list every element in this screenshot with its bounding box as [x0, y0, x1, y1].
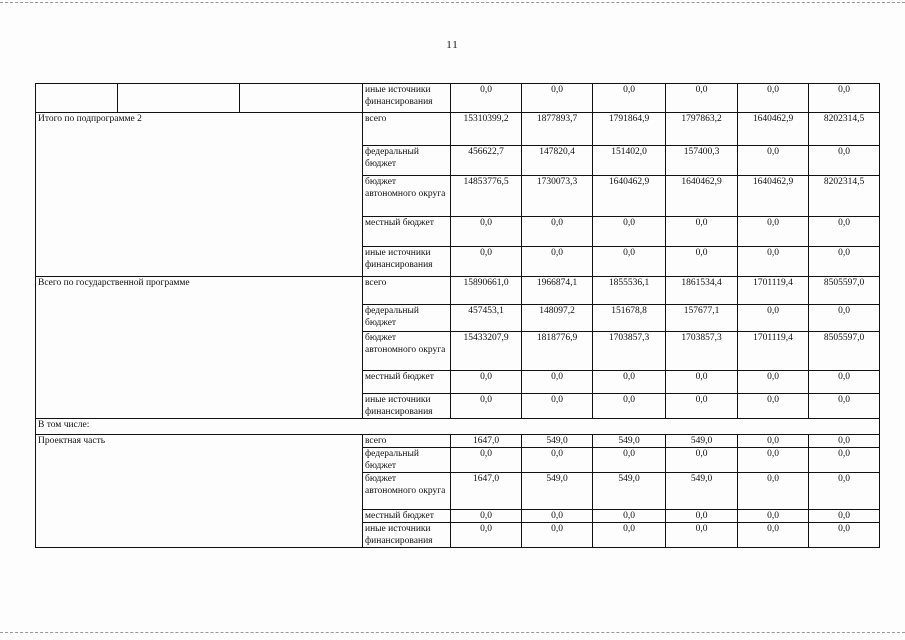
- funding-source: бюджет автономного округа: [363, 473, 451, 510]
- value-cell: 0,0: [809, 84, 880, 113]
- funding-source: иные источники финансирования: [363, 394, 451, 419]
- value-cell: 0,0: [522, 394, 593, 419]
- value-cell: 8202314,5: [809, 113, 880, 146]
- value-cell: 0,0: [809, 146, 880, 176]
- value-cell: 0,0: [809, 510, 880, 523]
- value-cell: 15890661,0: [451, 277, 522, 305]
- table-row: [36, 84, 880, 113]
- value-cell: 0,0: [809, 473, 880, 510]
- funding-source: иные источники финансирования: [363, 247, 451, 277]
- table-row: [36, 277, 880, 305]
- value-cell: 147820,4: [522, 146, 593, 176]
- funding-source: местный бюджет: [363, 371, 451, 394]
- value-cell: 0,0: [666, 84, 738, 113]
- page-number: 11: [446, 39, 459, 51]
- value-cell: 0,0: [522, 510, 593, 523]
- value-cell: 0,0: [451, 217, 522, 247]
- value-cell: 1640462,9: [666, 176, 738, 217]
- value-cell: 0,0: [809, 523, 880, 548]
- value-cell: 549,0: [522, 435, 593, 448]
- value-cell: 0,0: [451, 371, 522, 394]
- value-cell: 0,0: [738, 247, 809, 277]
- table-row: [36, 113, 880, 146]
- funding-source: федеральный бюджет: [363, 146, 451, 176]
- value-cell: 0,0: [809, 305, 880, 332]
- value-cell: 157677,1: [666, 305, 738, 332]
- value-cell: 549,0: [666, 435, 738, 448]
- funding-source: федеральный бюджет: [363, 448, 451, 473]
- budget-table: [35, 83, 880, 548]
- value-cell: 0,0: [593, 394, 666, 419]
- funding-source: местный бюджет: [363, 217, 451, 247]
- value-cell: 0,0: [593, 84, 666, 113]
- value-cell: 1877893,7: [522, 113, 593, 146]
- value-cell: 1966874,1: [522, 277, 593, 305]
- value-cell: 0,0: [666, 247, 738, 277]
- group-label: Итого по подпрограмме 2: [36, 113, 363, 277]
- value-cell: 151402,0: [593, 146, 666, 176]
- value-cell: 0,0: [738, 435, 809, 448]
- value-cell: 0,0: [593, 371, 666, 394]
- value-cell: 0,0: [666, 510, 738, 523]
- value-cell: 8505597,0: [809, 277, 880, 305]
- value-cell: 8202314,5: [809, 176, 880, 217]
- value-cell: 15433207,9: [451, 332, 522, 371]
- value-cell: 1818776,9: [522, 332, 593, 371]
- budget-table-container: [35, 83, 880, 548]
- funding-source: иные источники финансирования: [363, 84, 451, 113]
- value-cell: 1797863,2: [666, 113, 738, 146]
- funding-source: всего: [363, 435, 451, 448]
- value-cell: 0,0: [666, 448, 738, 473]
- value-cell: 457453,1: [451, 305, 522, 332]
- value-cell: 0,0: [451, 247, 522, 277]
- funding-source: всего: [363, 277, 451, 305]
- section-label: В том числе:: [36, 419, 880, 435]
- value-cell: 0,0: [522, 217, 593, 247]
- value-cell: 14853776,5: [451, 176, 522, 217]
- value-cell: 0,0: [593, 217, 666, 247]
- value-cell: 549,0: [593, 473, 666, 510]
- value-cell: 148097,2: [522, 305, 593, 332]
- group-label: Проектная часть: [36, 435, 363, 548]
- value-cell: 1640462,9: [593, 176, 666, 217]
- value-cell: 0,0: [738, 217, 809, 247]
- value-cell: 0,0: [666, 217, 738, 247]
- value-cell: 1703857,3: [593, 332, 666, 371]
- value-cell: 0,0: [809, 435, 880, 448]
- value-cell: 0,0: [593, 510, 666, 523]
- value-cell: 0,0: [451, 523, 522, 548]
- value-cell: 0,0: [593, 448, 666, 473]
- funding-source: местный бюджет: [363, 510, 451, 523]
- value-cell: 0,0: [522, 523, 593, 548]
- table-row: [36, 419, 880, 435]
- value-cell: 0,0: [451, 510, 522, 523]
- value-cell: 0,0: [666, 394, 738, 419]
- value-cell: 0,0: [809, 371, 880, 394]
- value-cell: 1701119,4: [738, 332, 809, 371]
- value-cell: 151678,8: [593, 305, 666, 332]
- value-cell: 0,0: [451, 84, 522, 113]
- value-cell: 456622,7: [451, 146, 522, 176]
- funding-source: федеральный бюджет: [363, 305, 451, 332]
- funding-source: бюджет автономного округа: [363, 332, 451, 371]
- funding-source: иные источники финансирования: [363, 523, 451, 548]
- value-cell: 0,0: [738, 448, 809, 473]
- value-cell: 1647,0: [451, 473, 522, 510]
- funding-source: бюджет автономного округа: [363, 176, 451, 217]
- top-edge-line: [0, 2, 905, 3]
- value-cell: 549,0: [666, 473, 738, 510]
- value-cell: 1855536,1: [593, 277, 666, 305]
- value-cell: 0,0: [451, 448, 522, 473]
- value-cell: 1730073,3: [522, 176, 593, 217]
- value-cell: 1861534,4: [666, 277, 738, 305]
- funding-source: всего: [363, 113, 451, 146]
- value-cell: 0,0: [666, 371, 738, 394]
- value-cell: 0,0: [738, 473, 809, 510]
- value-cell: 549,0: [593, 435, 666, 448]
- value-cell: 0,0: [593, 523, 666, 548]
- code-cell: [36, 84, 118, 113]
- value-cell: 1701119,4: [738, 277, 809, 305]
- value-cell: 0,0: [738, 371, 809, 394]
- value-cell: 0,0: [809, 448, 880, 473]
- value-cell: 0,0: [738, 523, 809, 548]
- value-cell: 0,0: [593, 247, 666, 277]
- value-cell: 549,0: [522, 473, 593, 510]
- value-cell: 15310399,2: [451, 113, 522, 146]
- table-row: [36, 435, 880, 448]
- value-cell: 0,0: [738, 305, 809, 332]
- value-cell: 0,0: [666, 523, 738, 548]
- activity-cell: [118, 84, 240, 113]
- value-cell: 1791864,9: [593, 113, 666, 146]
- value-cell: 0,0: [738, 146, 809, 176]
- value-cell: 0,0: [451, 394, 522, 419]
- value-cell: 0,0: [738, 84, 809, 113]
- value-cell: 0,0: [738, 394, 809, 419]
- value-cell: 8505597,0: [809, 332, 880, 371]
- value-cell: 0,0: [809, 247, 880, 277]
- value-cell: 1640462,9: [738, 176, 809, 217]
- value-cell: 0,0: [522, 84, 593, 113]
- value-cell: 0,0: [738, 510, 809, 523]
- value-cell: 0,0: [522, 247, 593, 277]
- value-cell: 1640462,9: [738, 113, 809, 146]
- value-cell: 1703857,3: [666, 332, 738, 371]
- value-cell: 1647,0: [451, 435, 522, 448]
- bottom-edge-line: [0, 632, 905, 633]
- group-label: Всего по государственной программе: [36, 277, 363, 419]
- executor-cell: [240, 84, 363, 113]
- value-cell: 157400,3: [666, 146, 738, 176]
- value-cell: 0,0: [522, 371, 593, 394]
- value-cell: 0,0: [809, 394, 880, 419]
- value-cell: 0,0: [809, 217, 880, 247]
- value-cell: 0,0: [522, 448, 593, 473]
